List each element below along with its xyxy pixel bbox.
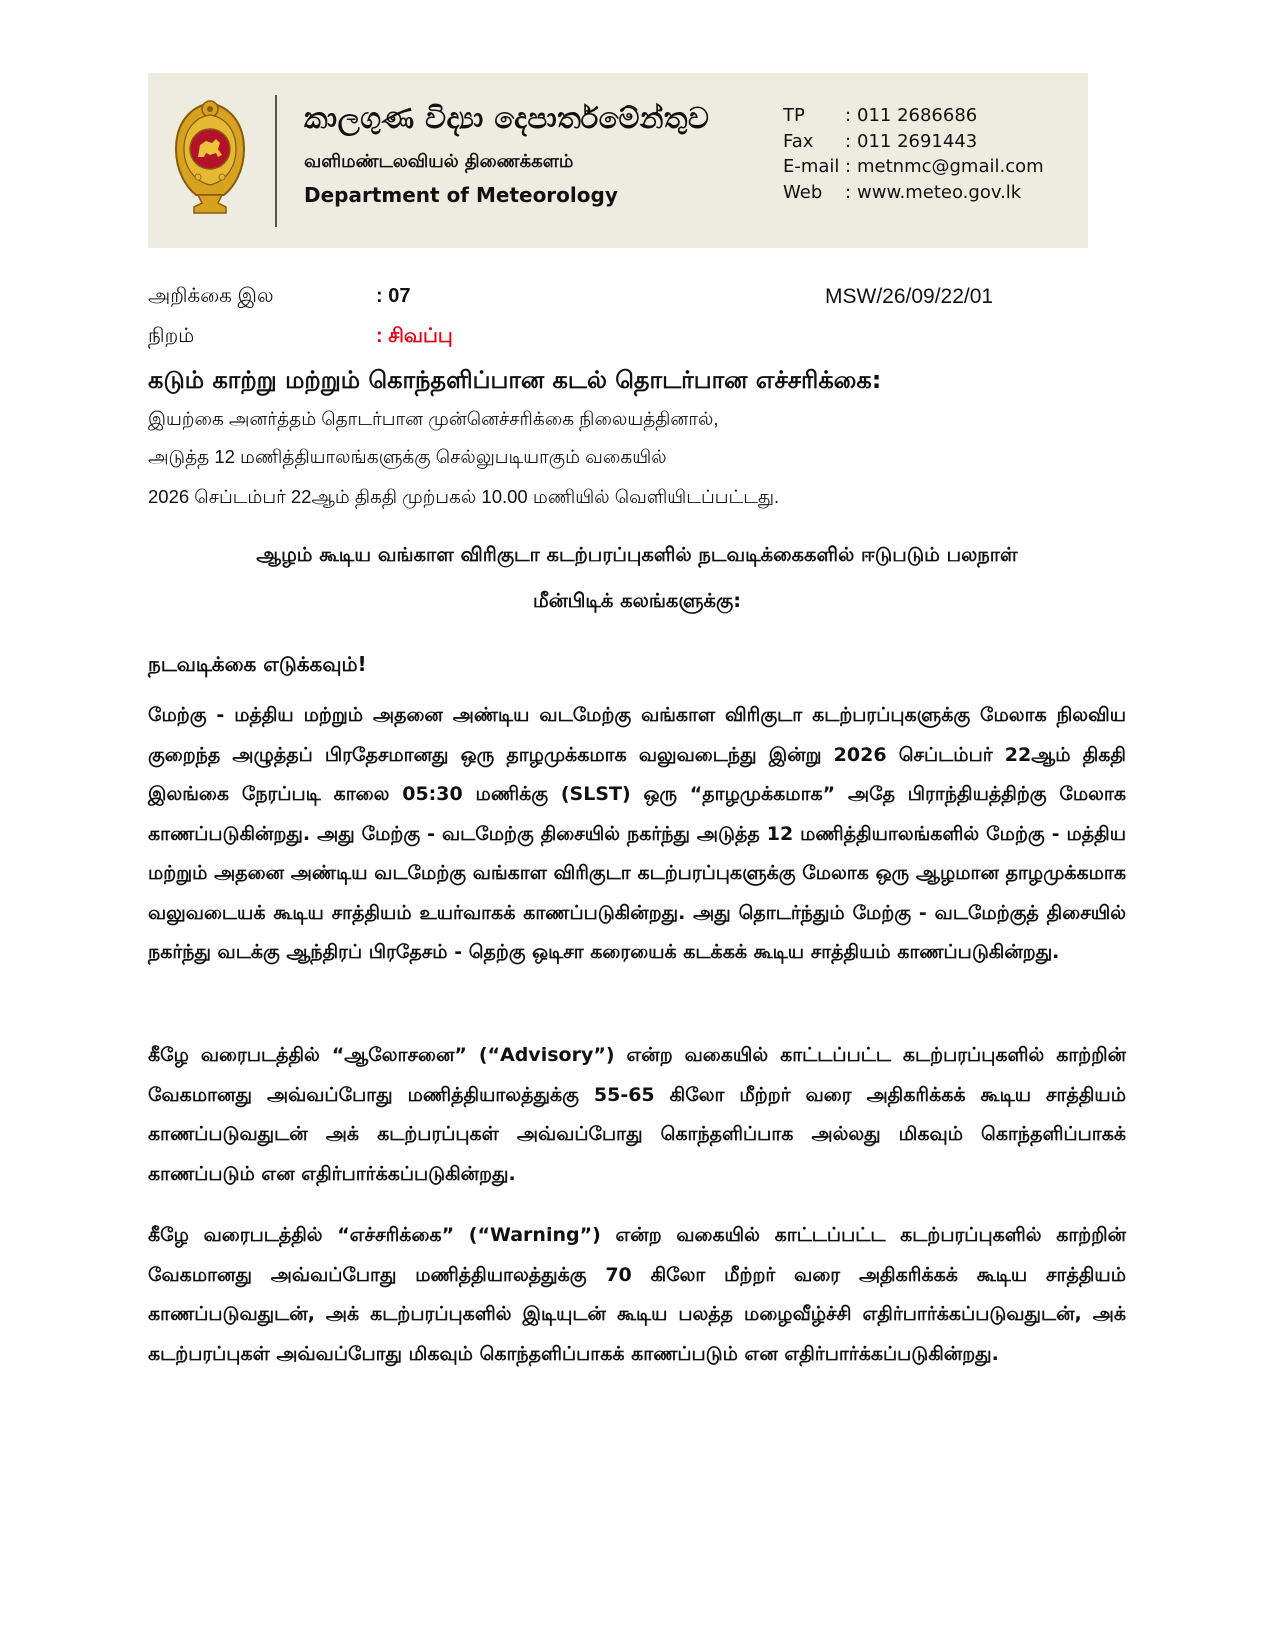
report-number-value: : 07: [376, 285, 411, 307]
department-name-tamil: வளிமண்டலவியல் திணைக்களம்: [304, 151, 574, 172]
department-name-english: Department of Meteorology: [304, 183, 618, 207]
issue-time-line: 2026 செப்டம்பர் 22ஆம் திகதி முற்பகல் 10.00 மணியில் வெளியிடப்பட்டது.: [148, 486, 780, 507]
contact-block: [783, 103, 1044, 205]
body-paragraph-advisory: கீழே வரைபடத்தில் “ஆலோசனை” (“Advisory”) என்ற வகையில் காட்டப்பட்ட கடற்பரப்புகளில் காற்றின் வேகமானது அவ்வப்போது மணித்தியாலத்துக்கு 55-65 கிலோ மீற்றர் வரை அதிகரிக்கக் கூடிய சாத்தியம் காணப்படுவதுடன் அக் கடற்பரப்புகள் அவ்வப்போது கொந்தளிப்பாக அல்லது மிகவும் கொந்தளிப்பாகக் காணப்படும் என எதிர்பார்க்கப்படுகின்றது.: [148, 1044, 1126, 1185]
report-number-label: அறிக்கை இல: [148, 285, 274, 307]
contact-web: [783, 180, 1044, 206]
colour-row: [148, 325, 453, 350]
phone-number: 011 2686686: [857, 105, 978, 126]
contact-separator: :: [845, 105, 852, 126]
contact-label: E-mail: [783, 156, 840, 177]
body-paragraph-warning: கீழே வரைபடத்தில் “எச்சரிக்கை” (“Warning”) என்ற வகையில் காட்டப்பட்ட கடற்பரப்புகளில் காற்றின் வேகமானது அவ்வப்போது மணித்தியாலத்துக்கு 70 கிலோ மீற்றர் வரை அதிகரிக்கக் கூடிய சாத்தியம் காணப்படுவதுடன், அக் கடற்பரப்புகளில் இடியுடன் கூடிய பலத்த மழைவீழ்ச்சி எதிர்பார்க்கப்படுவதுடன், அக் கடற்பரப்புகள் அவ்வப்போது மிகவும் கொந்தளிப்பாகக் காணப்படும் என எதிர்பார்க்கப்படுகின்றது.: [148, 1224, 1126, 1365]
colour-label: நிறம்: [148, 325, 195, 347]
header-divider: [275, 95, 277, 227]
contact-email: [783, 154, 1044, 180]
body-paragraph-situation: மேற்கு - மத்திய மற்றும் அதனை அண்டிய வடமேற்கு வங்காள விரிகுடா கடற்பரப்புகளுக்கு மேலாக நிலவிய குறைந்த அழுத்தப் பிரதேசமானது ஒரு தாழமுக்கமாக வலுவடைந்து இன்று 2026 செப்டம்பர் 22ஆம் திகதி இலங்கை நேரப்படி காலை 05:30 மணிக்கு (SLST) ஒரு “தாழமுக்கமாக” அதே பிராந்தியத்திற்கு மேலாக காணப்படுகின்றது. அது மேற்கு - வடமேற்கு திசையில் நகர்ந்து அடுத்த 12 மணித்தியாலங்களில் மேற்கு - மத்திய மற்றும் அதனை அண்டிய வடமேற்கு வங்காள விரிகுடா கடற்பரப்புகளுக்கு மேலாக ஒரு ஆழமான தாழமுக்கமாக வலுவடையக் கூடிய சாத்தியம் உயர்வாகக் காணப்படுகின்றது. அது தொடர்ந்தும் மேற்கு - வடமேற்குத் திசையில் நகர்ந்து வடக்கு ஆந்திரப் பிரதேசம் - தெற்கு ஒடிசா கரையைக் கடக்கக் கூடிய சாத்தியம் காணப்படுகின்றது.: [148, 704, 1126, 963]
report-number-row: [148, 285, 410, 310]
fax-number: 011 2691443: [857, 130, 978, 152]
contact-phone: [783, 103, 1044, 129]
action-call: நடவடிக்கை எடுக்கவும்!: [148, 652, 367, 676]
letterhead: [148, 73, 1088, 248]
audience-heading: [148, 532, 1126, 624]
contact-label: Fax: [783, 130, 814, 152]
contact-separator: :: [845, 156, 852, 177]
colour-value: : சிவப்பு: [376, 325, 453, 347]
validity-line: அடுத்த 12 மணித்தியாலங்களுக்கு செல்லுபடியாகும் வகையில்: [148, 446, 667, 467]
audience-heading-line: ஆழம் கூடிய வங்காள விரிகுடா கடற்பரப்புகளில் நடவடிக்கைகளில் ஈடுபடும் பலநாள்: [256, 543, 1018, 566]
contact-separator: :: [845, 130, 852, 152]
warning-title: கடும் காற்று மற்றும் கொந்தளிப்பான கடல் தொடர்பான எச்சரிக்கை:: [148, 366, 882, 394]
contact-separator: :: [845, 181, 852, 203]
sri-lanka-emblem-icon: [170, 99, 250, 217]
reference-number: MSW/26/09/22/01: [825, 285, 994, 308]
email-address[interactable]: metnmc@gmail.com: [857, 156, 1044, 177]
website-link[interactable]: www.meteo.gov.lk: [857, 181, 1022, 203]
contact-fax: [783, 129, 1044, 155]
audience-heading-line: மீன்பிடிக் கலங்களுக்கு:: [532, 589, 742, 612]
department-name-sinhala: කාලගුණ විද්‍යා දෙපාර්තමේන්තුව: [304, 101, 710, 135]
issuer-line: இயற்கை அனர்த்தம் தொடர்பான முன்னெச்சரிக்கை நிலையத்தினால்,: [148, 408, 719, 429]
contact-label: TP: [783, 105, 805, 126]
contact-label: Web: [783, 181, 823, 203]
